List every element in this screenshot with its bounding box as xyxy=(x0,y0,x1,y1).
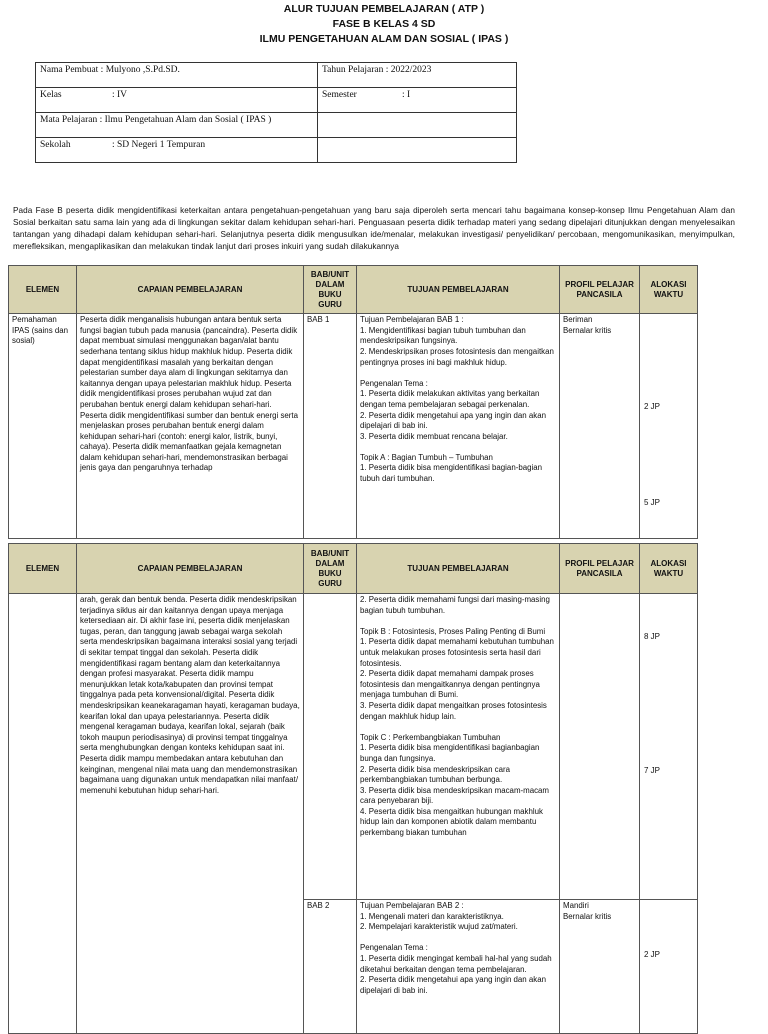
title-line-1: ALUR TUJUAN PEMBELAJARAN ( ATP ) xyxy=(283,3,485,15)
profil-cell xyxy=(560,594,640,900)
intro-paragraph: Pada Fase B peserta didik mengidentifikasi keterkaitan antara pengetahuan-pengetahuan yang baru saja diperoleh serta mencari tahu bagaimana konsep-konsep Ilmu Pengetahuan Alam dan Sosial berkaitan satu sama lain yang ada di lingkungan sekitar dalam kehidupan sehari-hari. Penguasaan peserta didik terhadap materi yang sedang dipelajari ditunjukkan dengan menyelesaikan tantangan yang dihadapi dalam kehidupan sehari-hari. Selanjutnya peserta didik mengusulkan ide/menalar, melakukan investigasi/ penyelidikan/ percobaan, mengomunikasikan, menyimpulkan, merefleksikan, mengaplikasikan dan melakukan tindak lanjut dari proses inkuiri yang sudah dilakukannya xyxy=(13,206,735,251)
bab-cell: BAB 2 xyxy=(304,900,357,1034)
title-line-3: ILMU PENGETAHUAN ALAM DAN SOSIAL ( IPAS ) xyxy=(259,33,509,45)
bab-cell: BAB 1 xyxy=(304,314,357,539)
mata-pelajaran: Mata Pelajaran : Ilmu Pengetahuan Alam dan Sosial ( IPAS ) xyxy=(36,113,318,138)
kelas-label: Kelas xyxy=(40,90,62,100)
atp-table-2 xyxy=(8,543,698,1034)
tujuan-cell: Tujuan Pembelajaran BAB 1 : 1. Mengidentifikasi bagian tubuh tumbuhan dan mendeskripsikan fungsinya. 2. Mendeskripsikan proses fotosintesis dan mengaitkan pentingnya proses ini bagi makhluk hidup. Pengenalan Tema : 1. Peserta didik melakukan aktivitas yang berkaitan dengan tema pembelajaran sebagai perkenalan. 2. Peserta didik mengetahui apa yang ingin dan akan dipelajari di bab ini. 3. Peserta didik membuat rencana belajar. Topik A : Bagian Tumbuh – Tumbuhan 1. Peserta didik bisa mengidentifikasi bagian-bagian tubuh dari tumbuhan. xyxy=(357,314,560,539)
col-alokasi: ALOKASI WAKTU xyxy=(640,266,698,314)
atp-table-1 xyxy=(8,265,698,539)
capaian-cell: arah, gerak dan bentuk benda. Peserta didik mendeskripsikan terjadinya siklus air dan kaitannya dengan upaya menjaga ketersediaan air. Di akhir fase ini, peserta didik menjelaskan tugas, peran, dan tanggung jawab sebagai warga sekolah serta mendeskripsikan bagaimana interaksi sosial yang terjadi di sekitar tempat tinggal dan sekolah. Peserta didik mengidentifikasi ragam bentang alam dan keterkaitannya dengan profesi masyarakat. Peserta didik mampu menunjukkan letak kota/kabupaten dan provinsi tempat tinggalnya pada peta konvensional/digital. Peserta didik mendeskripsikan keanekaragaman hayati, keragaman budaya, kearifan lokal dan upaya pelestariannya. Peserta didik mengenal keragaman budaya, kearifan lokal, sejarah (baik tokoh maupun periodisasinya) di provinsi tempat tinggalnya serta menghubungkan dengan konteks kehidupan saat ini. Peserta didik mampu membedakan antara kebutuhan dan keinginan, mengenal nilai mata uang dan mendemonstrasikan bagaimana uang digunakan untuk mendapatkan nilai manfaat/ memenuhi kebutuhan hidup sehari-hari. xyxy=(77,594,304,1034)
semester-value: : I xyxy=(402,90,411,100)
semester-cell xyxy=(318,88,517,113)
col-tujuan: TUJUAN PEMBELAJARAN xyxy=(357,544,560,594)
kelas-cell xyxy=(36,88,318,113)
col-bab: BAB/UNIT DALAM BUKU GURU xyxy=(304,544,357,594)
empty-cell xyxy=(318,138,517,163)
sekolah-cell xyxy=(36,138,318,163)
tahun-pelajaran: Tahun Pelajaran : 2022/2023 xyxy=(318,63,517,88)
elemen-cell xyxy=(9,594,77,1034)
tujuan-cell: 2. Peserta didik memahami fungsi dari masing-masing bagian tubuh tumbuhan. Topik B : Fotosintesis, Proses Paling Penting di Bumi 1. Peserta didik dapat memahami kebutuhan tumbuhan untuk melakukan proses fotosintesis serta hasil dari fotosintesis. 2. Peserta didik dapat memahami dampak proses fotosintesis dan mengaitkannya dengan pentingnya menjaga tumbuhan di Bumi. 3. Peserta didik dapat mengaitkan proses fotosintesis dengan makhluk hidup lain. Topik C : Perkembangbiakan Tumbuhan 1. Peserta didik bisa mengidentifikasi bagianbagian bunga dan fungsinya. 2. Peserta didik bisa mendeskripsikan cara perkembangbiakan tumbuhan berbunga. 3. Peserta didik bisa mendeskripsikan macam-macam cara penyebaran biji. 4. Peserta didik bisa mengaitkan hubungan makhluk hidup lain dan komponen abiotik dalam membantu perkembang biakan tumbuhan xyxy=(357,594,560,900)
capaian-cell: Peserta didik menganalisis hubungan antara bentuk serta fungsi bagian tubuh pada manusia (pancaindra). Peserta didik dapat membuat simulasi menggunakan bagan/alat bantu sederhana tentang siklus hidup makhluk hidup. Peserta didik dapat mengidentifikasi masalah yang berkaitan dengan pelestarian sumber daya alam di lingkungan sekitarnya dan kaitannya dengan upaya pelestarian makhluk hidup. Peserta didik mengidentifikasi proses perubahan wujud zat dan perubahan bentuk energi dalam kehidupan sehari-hari. Peserta didik mengidentifikasi sumber dan bentuk energi serta menjelaskan proses perubahan bentuk energi dalam kehidupan sehari-hari (contoh: energi kalor, listrik, bunyi, cahaya). Peserta didik memanfaatkan gejala kemagnetan dalam kehidupan sehari-hari, mendemonstrasikan berbagai jenis gaya dan pengaruhnya terhadap xyxy=(77,314,304,539)
bab-cell xyxy=(304,594,357,900)
identity-table xyxy=(35,62,517,163)
col-alokasi: ALOKASI WAKTU xyxy=(640,544,698,594)
empty-cell xyxy=(318,113,517,138)
title-line-2: FASE B KELAS 4 SD xyxy=(332,18,436,30)
profil-cell: Beriman Bernalar kritis xyxy=(560,314,640,539)
alokasi-value: 8 JP xyxy=(644,632,661,641)
sekolah-value: : SD Negeri 1 Tempuran xyxy=(112,140,206,150)
alokasi-value: 5 JP xyxy=(644,498,661,508)
col-capaian: CAPAIAN PEMBELAJARAN xyxy=(77,544,304,594)
kelas-value: : IV xyxy=(112,90,128,100)
sekolah-label: Sekolah xyxy=(40,140,71,150)
col-bab: BAB/UNIT DALAM BUKU GURU xyxy=(304,266,357,314)
col-profil: PROFIL PELAJAR PANCASILA xyxy=(560,544,640,594)
nama-pembuat: Nama Pembuat : Mulyono ,S.Pd.SD. xyxy=(36,63,318,88)
profil-cell: Mandiri Bernalar kritis xyxy=(560,900,640,1034)
tujuan-cell: Tujuan Pembelajaran BAB 2 : 1. Mengenali materi dan karakteristiknya. 2. Mempelajari karakteristik wujud zat/materi. Pengenalan Tema : 1. Peserta didik mengingat kembali hal-hal yang sudah diketahui berkaitan dengan tema pembelajaran. 2. Peserta didik mengetahui apa yang ingin dan akan dipelajari di bab ini. xyxy=(357,900,560,1034)
elemen-cell: Pemahaman IPAS (sains dan sosial) xyxy=(9,314,77,539)
col-tujuan: TUJUAN PEMBELAJARAN xyxy=(357,266,560,314)
semester-label: Semester xyxy=(322,90,357,100)
alokasi-cell xyxy=(640,900,698,1034)
col-profil: PROFIL PELAJAR PANCASILA xyxy=(560,266,640,314)
alokasi-cell xyxy=(640,314,698,539)
alokasi-cell xyxy=(640,594,698,900)
alokasi-value: 2 JP xyxy=(644,402,661,412)
alokasi-value: 7 JP xyxy=(644,766,661,775)
col-elemen: ELEMEN xyxy=(9,266,77,314)
alokasi-value: 2 JP xyxy=(644,950,661,959)
col-capaian: CAPAIAN PEMBELAJARAN xyxy=(77,266,304,314)
col-elemen: ELEMEN xyxy=(9,544,77,594)
document-title xyxy=(0,2,768,47)
